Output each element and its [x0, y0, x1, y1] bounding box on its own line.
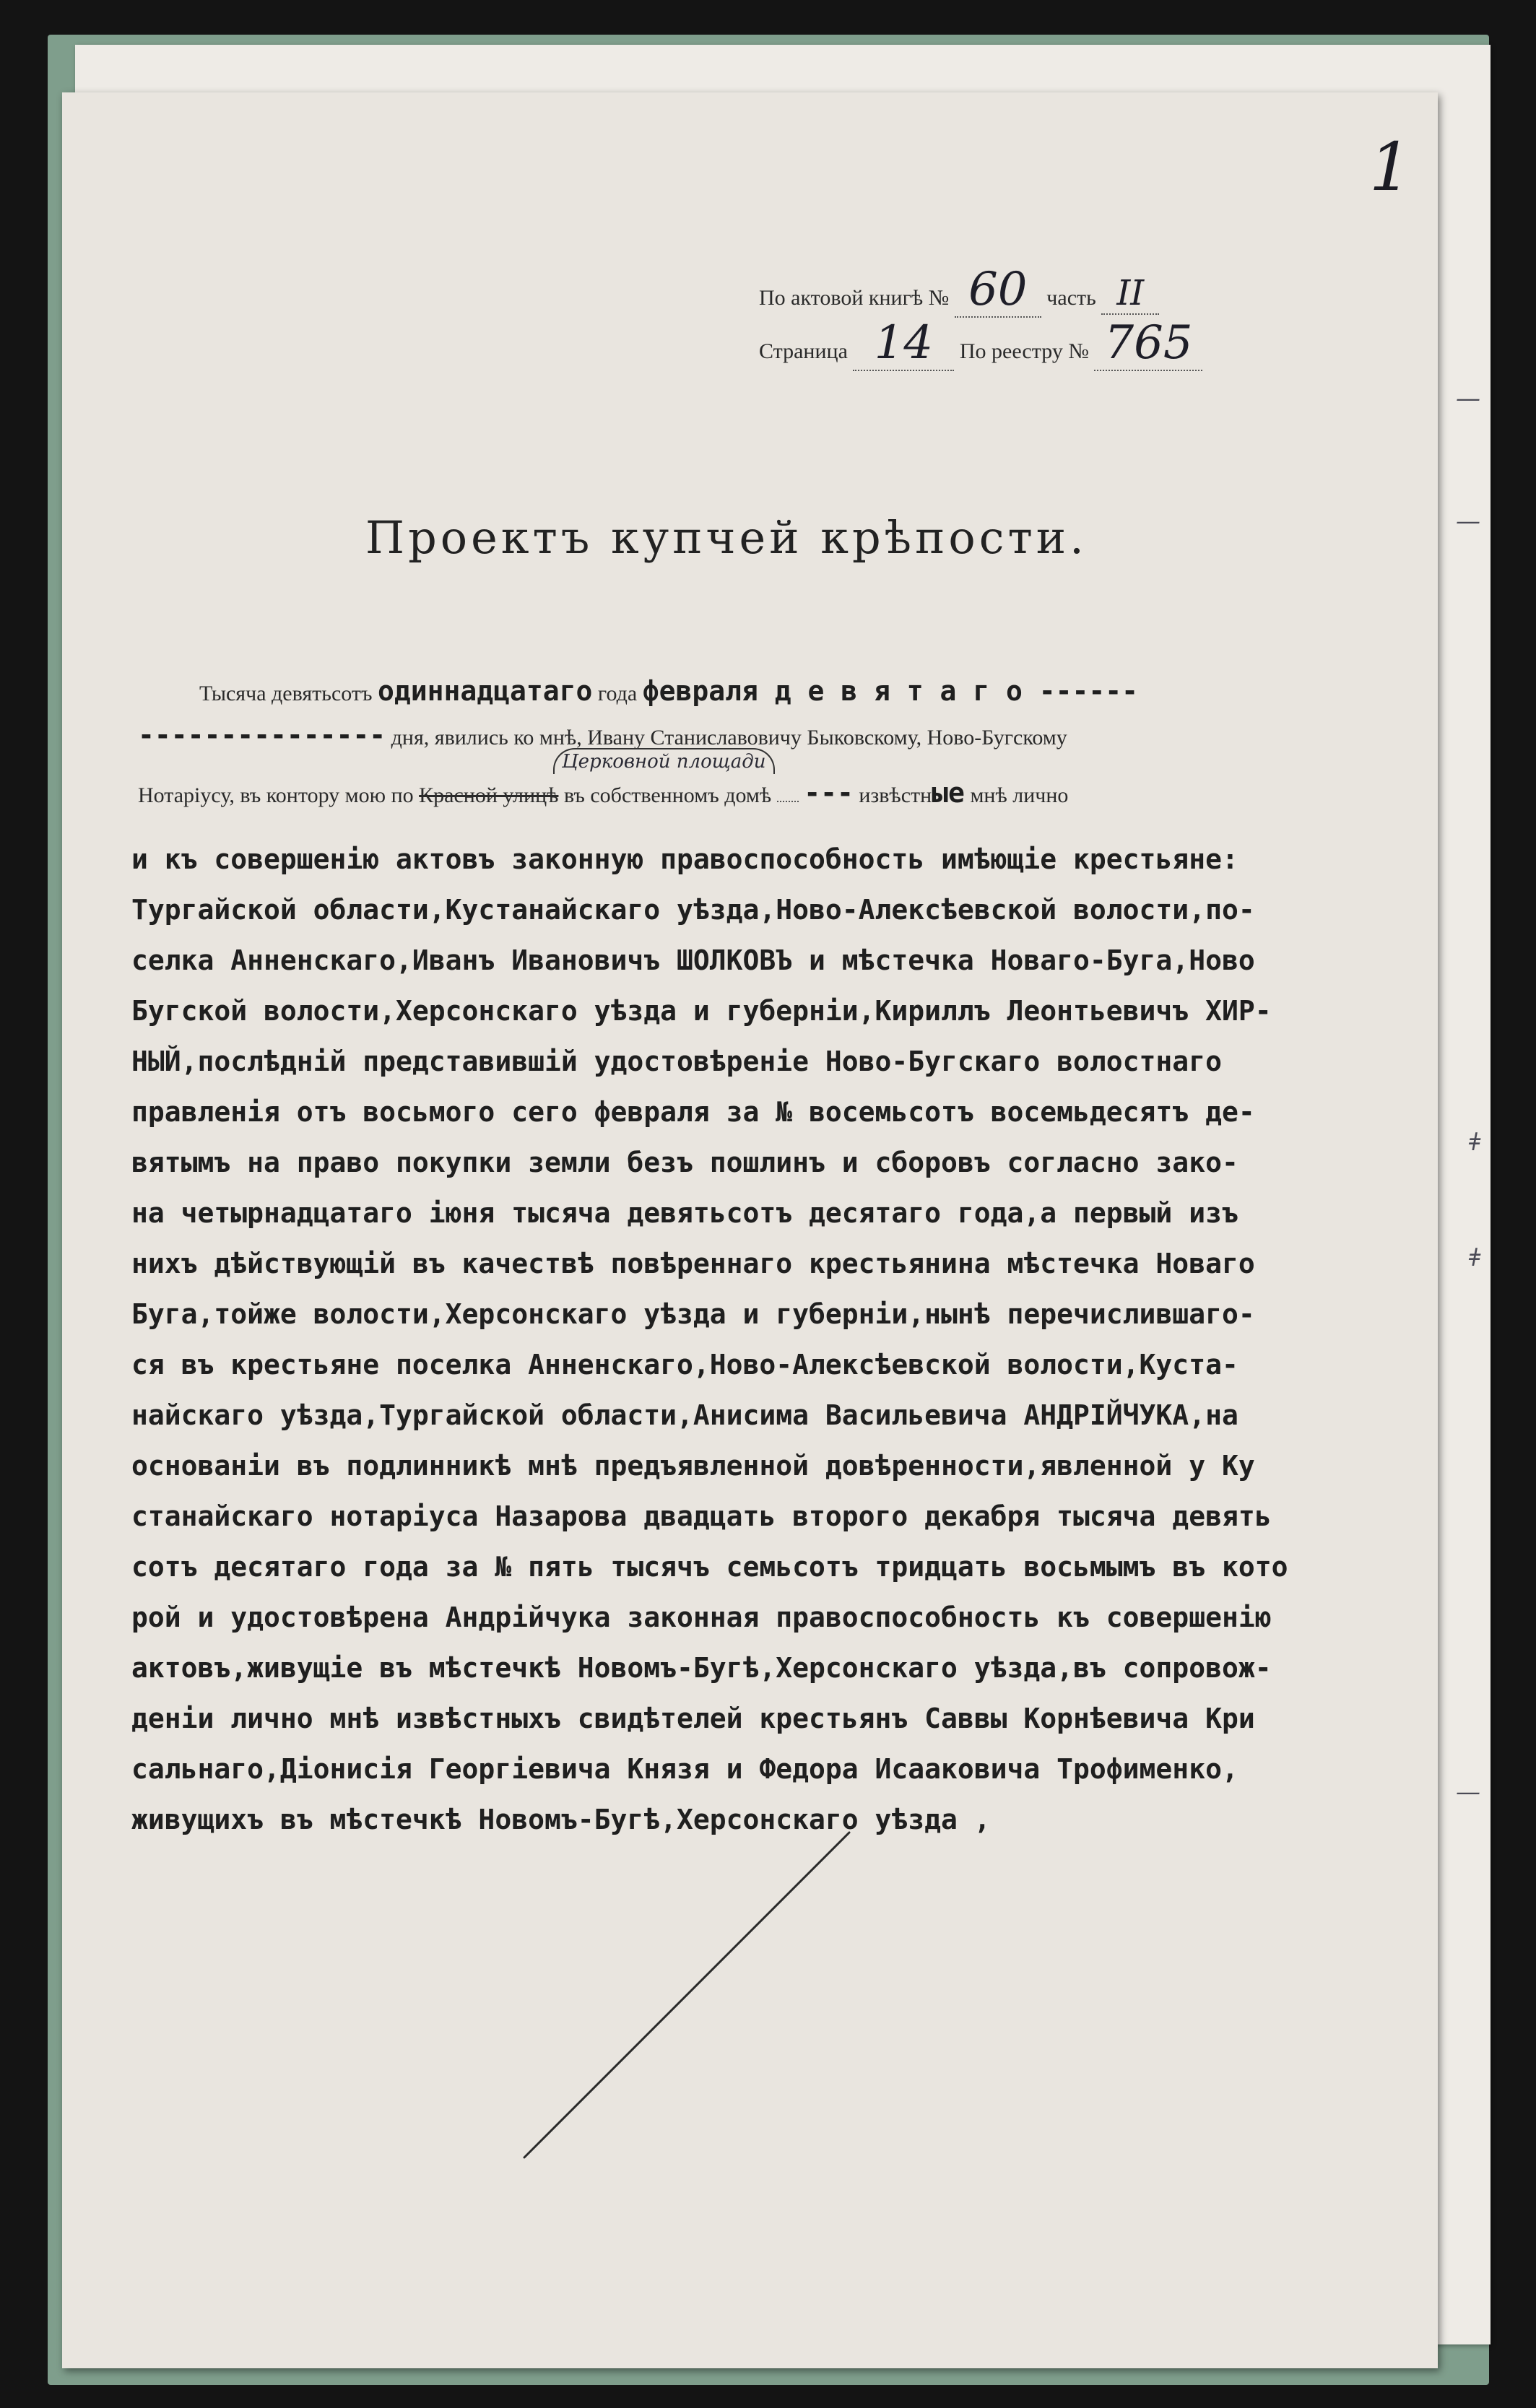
document-page	[62, 92, 1438, 2368]
body-line: живущихъ въ мѣстечкѣ Новомъ-Бугѣ,Херсонскаго уѣзда ,	[131, 1804, 991, 1835]
intro-blank	[777, 801, 799, 802]
registry-label: По реестру №	[959, 339, 1089, 363]
register-book-label: По актовой книгѣ №	[759, 286, 950, 310]
register-part-label: часть	[1046, 286, 1096, 310]
register-page-line	[759, 316, 1202, 371]
edge-handwriting: —	[1456, 384, 1480, 413]
register-part-field	[1101, 273, 1159, 315]
body-line: Буга,тойже волости,Херсонскаго уѣзда и губерніи,нынѣ перечислившаго-	[131, 1298, 1255, 1330]
register-page-number: 14	[874, 316, 934, 370]
body-line: селка Анненскаго,Иванъ Ивановичъ ШОЛКОВЪ и мѣстечка Новаго-Буга,Ново	[131, 944, 1255, 976]
register-part-number: II	[1116, 273, 1145, 313]
body-line: НЫЙ,послѣдній представившій удостовѣреніе Ново-Бугскаго волостнаго	[131, 1046, 1222, 1077]
intro-prefix: Тысяча девятьсотъ	[199, 682, 373, 705]
intro-year-label: года	[597, 682, 638, 705]
body-line: сотъ десятаго года за № пять тысячъ семьсотъ тридцать восьмымъ въ кото	[131, 1551, 1288, 1583]
body-line: деніи лично мнѣ извѣстныхъ свидѣтелей крестьянъ Саввы Корнѣевича Кри	[131, 1703, 1255, 1734]
body-line: вятымъ на право покупки земли безъ пошлинъ и сборовъ согласно зако-	[131, 1147, 1238, 1178]
body-line: найскаго уѣзда,Тургайской области,Анисима Васильевича АНДРІЙЧУКА,на	[131, 1399, 1238, 1431]
body-line: нихъ дѣйствующій въ качествѣ повѣреннаго крестьянина мѣстечка Новаго	[131, 1248, 1255, 1279]
register-page-label: Страница	[759, 339, 848, 363]
intro-line-2	[138, 719, 1067, 751]
document-title: Проектъ купчей крѣпости.	[365, 511, 1088, 564]
closing-pen-stroke	[62, 92, 1438, 2368]
body-line: рой и удостовѣрена Андрійчука законная правоспособность къ совершенію	[131, 1601, 1272, 1633]
intro-appearance: дня, явились ко мнѣ, Ивану Станиславовичу Быковскому, Ново-Бугскому	[391, 726, 1067, 749]
intro-dashes: ---------------	[138, 719, 386, 751]
register-book-number: 60	[968, 263, 1028, 316]
registry-field	[1094, 316, 1202, 371]
intro-known-ending: ые	[932, 777, 965, 809]
register-book-line	[759, 263, 1159, 318]
body-line: правленія отъ восьмого сего февраля за № восемьсотъ восемьдесятъ де-	[131, 1096, 1255, 1128]
struck-street: Красной улицѣ	[419, 783, 559, 807]
page-number: 1	[1369, 129, 1412, 206]
intro-dashes-2: ---	[804, 777, 854, 809]
intro-date: февраля д е в я т а г о ------	[642, 675, 1139, 707]
body-line: ся въ крестьяне поселка Анненскаго,Ново-Алексѣевской волости,Куста-	[131, 1349, 1238, 1381]
intro-line-3	[138, 777, 1068, 809]
body-line: на четырнадцатаго іюня тысяча девятьсотъ десятаго года,а первый изъ	[131, 1197, 1238, 1229]
register-page-field	[853, 316, 954, 371]
intro-year: одиннадцатаго	[378, 675, 593, 707]
registry-number: 765	[1104, 316, 1193, 370]
intro-personally: мнѣ лично	[970, 783, 1069, 807]
edge-handwriting: —	[1456, 1778, 1480, 1807]
intro-line-1	[199, 675, 1138, 707]
body-line: сальнаго,Діонисія Георгіевича Князя и Федора Исааковича Трофименко,	[131, 1753, 1238, 1785]
body-line: актовъ,живущіе въ мѣстечкѣ Новомъ-Бугѣ,Херсонскаго уѣзда,въ сопровож-	[131, 1652, 1272, 1684]
edge-handwriting: —	[1456, 507, 1480, 536]
intro-office: Нотаріусу, въ контору мою по	[138, 783, 414, 807]
handwritten-insert: Церковной площади	[553, 748, 775, 774]
intro-house: въ собственномъ домѣ	[563, 783, 772, 807]
register-book-field	[955, 263, 1041, 318]
edge-handwriting: ǂ	[1469, 1243, 1480, 1272]
body-line: Тургайской области,Кустанайскаго уѣзда,Ново-Алексѣевской волости,по-	[131, 894, 1255, 926]
body-line: и къ совершенію актовъ законную правоспособность имѣющіе крестьяне:	[131, 843, 1238, 875]
intro-known: извѣстн	[859, 783, 932, 807]
body-line: основаніи въ подлинникѣ мнѣ предъявленной довѣренности,явленной у Ку	[131, 1450, 1255, 1482]
body-line: станайскаго нотаріуса Назарова двадцать второго декабря тысяча девять	[131, 1500, 1272, 1532]
body-line: Бугской волости,Херсонскаго уѣзда и губерніи,Кириллъ Леонтьевичъ ХИР-	[131, 995, 1272, 1027]
edge-handwriting: ǂ	[1469, 1128, 1480, 1157]
